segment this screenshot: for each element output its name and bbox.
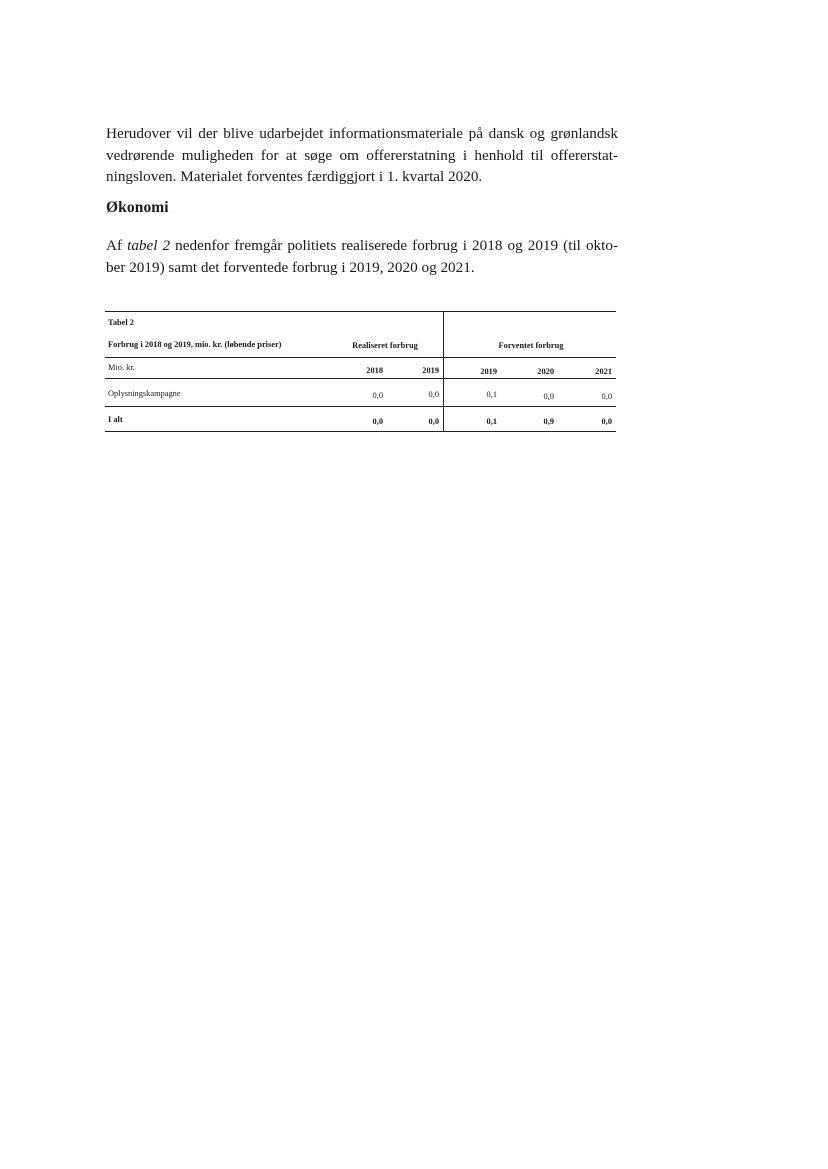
text-line: vedrørende muligheden for at søge om offererstatning i henhold til offererstat- xyxy=(106,146,618,164)
paragraph-information-material xyxy=(106,123,618,188)
table-group-divider xyxy=(443,311,444,432)
table-cell: 0,0 xyxy=(601,417,612,426)
unit-label: Mio. kr. xyxy=(108,363,135,372)
group-header-expected: Forventet forbrug xyxy=(498,341,564,350)
text-line: ber 2019) samt det forventede forbrug i 2019, 2020 og 2021. xyxy=(106,258,475,276)
year-header: 2020 xyxy=(537,367,554,376)
section-heading: Økonomi xyxy=(106,199,169,216)
year-header: 2019 xyxy=(480,367,497,376)
table-top-rule xyxy=(105,311,616,312)
table-header-rule xyxy=(105,357,616,358)
year-header: 2021 xyxy=(595,367,612,376)
table-cell: 0,0 xyxy=(428,417,439,426)
row-label-total: I alt xyxy=(108,415,123,424)
group-header-realised: Realiseret forbrug xyxy=(352,341,418,350)
text-line: Herudover vil der blive udarbejdet informationsmateriale på dansk og grønlandsk xyxy=(106,125,618,142)
table-reference: tabel 2 xyxy=(127,237,171,254)
year-header: 2019 xyxy=(422,366,439,375)
table-row-rule xyxy=(105,406,616,407)
table-cell: 0,9 xyxy=(543,417,554,426)
text-fragment: nedenfor fremgår politiets realiserede forbrug i 2018 og 2019 (til okto- xyxy=(170,237,618,254)
year-header: 2018 xyxy=(366,366,383,375)
table-cell: 0,0 xyxy=(372,417,383,426)
text-fragment: Af xyxy=(106,237,128,254)
text-line: ningsloven. Materialet forventes færdiggjort i 1. kvartal 2020. xyxy=(106,168,483,185)
paragraph-economy xyxy=(106,235,618,278)
row-label: Oplysningskampagne xyxy=(108,389,181,398)
table-cell: 0,0 xyxy=(428,390,439,399)
text-line xyxy=(106,235,618,257)
table-cell: 0,0 xyxy=(601,392,612,401)
table-cell: 0,1 xyxy=(486,390,497,399)
table-unit-rule xyxy=(105,378,616,379)
table-caption: Forbrug i 2018 og 2019, mio. kr. (løbende priser) xyxy=(108,340,282,349)
table-label: Tabel 2 xyxy=(108,318,134,327)
expense-table xyxy=(105,311,616,436)
table-bottom-rule xyxy=(105,431,616,432)
table-cell: 0,1 xyxy=(486,417,497,426)
table-cell: 0,0 xyxy=(372,391,383,400)
table-cell: 0,9 xyxy=(543,392,554,401)
